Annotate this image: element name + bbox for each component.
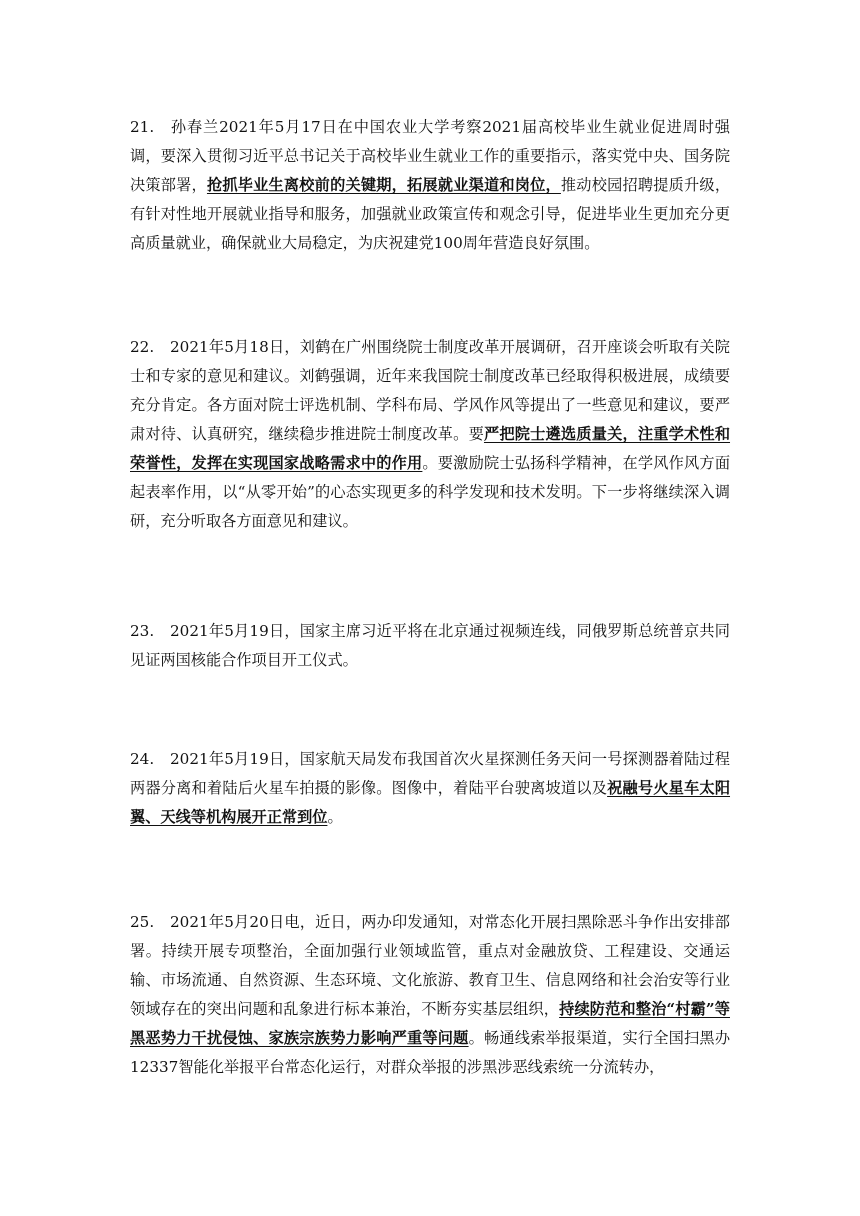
highlighted-text: 抢抓毕业生离校前的关键期，拓展就业渠道和岗位， — [206, 176, 561, 194]
paragraph-text: 2021年5月19日，国家航天局发布我国首次火星探测任务天问一号探测器着陆过程两器分离和着陆后火星车拍摄的影像。图像中，着陆平台驶离坡道以及 — [130, 750, 730, 797]
highlighted-text: 祝融号火星车太阳翼、天线等机构展开正常到位 — [130, 779, 731, 826]
paragraph-22 — [130, 333, 730, 536]
item-number: 21. — [130, 118, 155, 136]
item-number: 25. — [130, 913, 155, 931]
paragraph-text: 孙春兰2021年5月17日在中国农业大学考察2021届高校毕业生就业促进周时强调，要深入贯彻习近平总书记关于高校毕业生就业工作的重要指示，落实党中央、国务院决策部署， — [130, 118, 730, 194]
paragraph-24 — [130, 745, 730, 832]
paragraph-21 — [130, 113, 730, 258]
paragraph-text: 2021年5月18日，刘鹤在广州围绕院士制度改革开展调研，召开座谈会听取有关院士和专家的意见和建议。刘鹤强调，近年来我国院士制度改革已经取得积极进展，成绩要充分肯定。各方面对院士评选机制、学科布局、学风作风等提出了一些意见和建议，要严肃对待、认真研究，继续稳步推进院士制度改革。要 — [130, 338, 730, 443]
paragraph-text: 。要激励院士弘扬科学精神，在学风作风方面起表率作用，以“从零开始”的心态实现更多的科学发现和技术发明。下一步将继续深入调研，充分听取各方面意见和建议。 — [130, 454, 731, 530]
paragraph-25 — [130, 908, 730, 1082]
paragraph-text: 推动校园招聘提质升级，有针对性地开展就业指导和服务，加强就业政策宣传和观念引导，促进毕业生更加充分更高质量就业，确保就业大局稳定，为庆祝建党100周年营造良好氛围。 — [130, 176, 731, 252]
paragraph-text: 。畅通线索举报渠道，实行全国扫黑办12337智能化举报平台常态化运行，对群众举报的涉黑涉恶线索统一分流转办， — [130, 1029, 731, 1076]
highlighted-text: 严把院士遴选质量关，注重学术性和荣誉性，发挥在实现国家战略需求中的作用 — [130, 425, 731, 472]
paragraph-23 — [130, 617, 730, 675]
paragraph-text: 2021年5月19日，国家主席习近平将在北京通过视频连线，同俄罗斯总统普京共同见证两国核能合作项目开工仪式。 — [130, 622, 730, 669]
highlighted-text: 持续防范和整治“村霸”等黑恶势力干扰侵蚀、家族宗族势力影响严重等问题 — [130, 1000, 730, 1047]
item-number: 22. — [130, 338, 155, 356]
item-number: 24. — [130, 750, 155, 768]
paragraph-text: 。 — [327, 808, 343, 826]
item-number: 23. — [130, 622, 155, 640]
paragraph-text: 2021年5月20日电，近日，两办印发通知，对常态化开展扫黑除恶斗争作出安排部署。持续开展专项整治，全面加强行业领域监管，重点对金融放贷、工程建设、交通运输、市场流通、自然资源、生态环境、文化旅游、教育卫生、信息网络和社会治安等行业领域存在的突出问题和乱象进行标本兼治，不断夯实基层组织， — [130, 913, 730, 1018]
